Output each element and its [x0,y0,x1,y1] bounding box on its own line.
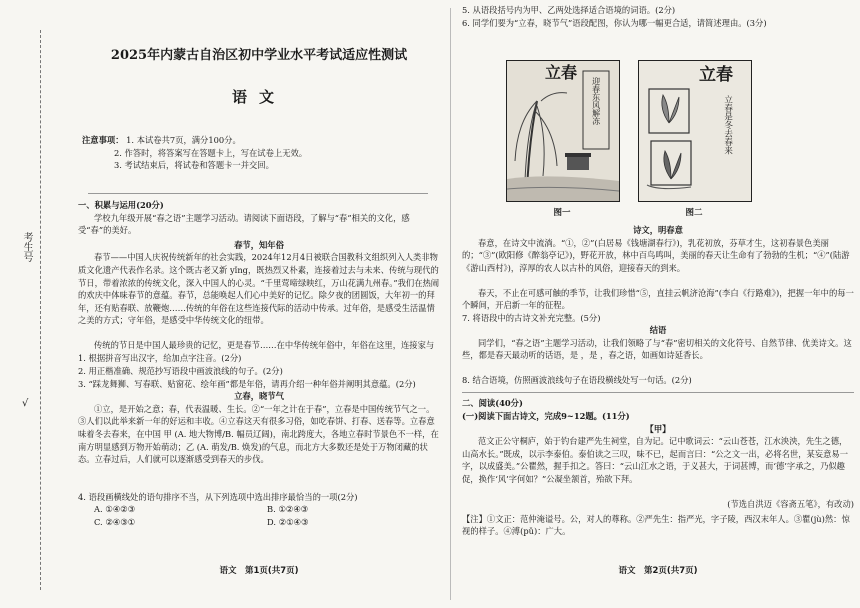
passage-title: 立春，晓节气 [234,391,284,402]
option-d: D. ②①④③ [267,516,309,527]
section-heading: 二、阅读(40分) [462,398,523,409]
section-heading: 一、积累与运用(20分) [78,200,164,210]
option-b: B. ①②④③ [267,504,309,515]
passage-paragraph: 春天，不止在可感可触的季节，让我们珍惜“⑤，直挂云帆济沧海”(李白《行路难》)，把握一年中的每一个瞬间，开启新一年的征程。 [462,287,854,311]
notice-head: 注意事项： [82,135,124,145]
page-divider [450,8,451,600]
annotation: 【注】①文正：范仲淹谥号。公，对人的尊称。②严先生：指严光，字子陵，西汉末年人。③瞿(jù)然：惊视的样子。④溥(pǔ)：广大。 [462,513,850,537]
flower-illustration [639,61,751,201]
exam-title: 2025年内蒙古自治区初中学业水平考试适应性测试 [110,48,408,63]
passage-paragraph: ①立，是开始之意；春，代表温暖、生长。②“一年之计在于春”，立春是中国传统节气之一。③人们以此举来新一年的好运和丰收。④立春这天有很多习俗，如吃春饼、打春、送春等。立春意味着冬去春来，在中国 甲 (A. 地大物博/B. 幅员辽阔)，南北跨度大，各地立春时节景色不一样，在南方明显感到万物开始萌动；乙 (A. 萌发/B. 焕发)的气息，而北方大多数还是处于万物闭藏的状态。立春过后，人们就可以逐渐感受到春天的步伐。 [78,403,439,465]
page-1 [78,0,440,608]
question-5: 5. 从语段括号内为甲、乙两处选择适合语境的词语。(2分) [462,5,676,15]
conclusion-paragraph: 同学们，“春之语”主题学习活动，让我们领略了与“春”密切相关的文化符号、自然节律、优美诗文。这些，都是春天最动听的话语，是 ，是 ，春之语，如画如诗延香长。 [462,337,852,361]
notice-item: 3. 考试结束后，将试卷和答题卡一并交回。 [114,160,274,171]
notice-item: 1. 本试卷共7页，满分100分。 [126,135,241,145]
subject-title: 语文 [231,88,286,106]
conclusion-title: 结语 [649,325,667,336]
text-marker: 【甲】 [645,423,671,434]
notice-block [82,134,438,172]
passage-paragraph: 春节——中国人庆祝传统新年的社会实践，2024年12月4日被联合国教科文组织列入人类非物质文化遗产代表作名录。这个既古老又新 yǐng，既热烈又朴素，连接着过去与未来、传统与现代的节日，带着浓浓的传统文化，深入中国人的心灵。“千里莺啼绿映红，万山花满九州春。”我们在热闹的欢庆中体味春节的意蕴。春节，总能唤起人们心中美好的记忆。除夕夜的团圆饭，大年初一的拜年，还有贴春联、放鞭炮……传统的年俗在这些连接代际的活动中传承。过年俗，是感受生活温情之美的方式；守年俗，是感受中华传统文化的纽带。 [78,252,440,326]
option-a: A. ①④②③ [94,504,136,515]
subsection-heading: (一)阅读下面古诗文，完成9~12题。(11分) [462,410,630,421]
binding-line [40,30,41,590]
question-7: 7. 将语段中的古诗文补充完整。(5分) [462,312,601,323]
figure-2-caption: 立春是冬去春来 [722,95,733,155]
source-note: (节选自洪迈《容斋五笔》，有改动) [727,499,854,510]
binding-mark: √ [22,398,29,409]
option-c: C. ②④③① [94,516,136,527]
figure-1-caption: 迎春东风解冻 [591,77,601,125]
question-4: 4. 语段画横线处的语句排序不当，从下列选项中选出排序最恰当的一项(2分) [78,491,358,502]
classical-text: 范文正公守桐庐，始于钓台建严先生祠堂，自为记。记中歌词云：“云山苍苍，江水泱泱，先生之德，山高水长。”既成，以示李泰伯。泰伯读之三叹，味不已，起而言曰：“公之文一出，必将名世，某妄意易一字，以成盛美。”公瞿然，握手扣之。答曰：“云山江水之语，于义甚大，于词甚博，而‘德’字承之，乃似趣促，换作‘风’字何如？”公凝坐颔首，殆欲下拜。 [462,436,848,484]
page-footer: 语文 第2页(共7页) [618,566,698,576]
passage-title: 春节，知年俗 [234,239,284,250]
figure-1-image [506,60,620,202]
question-6: 6. 同学们要为“立春，晓节气”语段配图，你认为哪一幅更合适，请简述理由。(3分) [462,17,767,28]
question-3: 3. “踩龙舞狮、写春联、贴窗花、绘年画”都是年俗，请再介绍一种年俗并阐明其意蕴。(2分) [78,378,416,389]
figure-2-label: 图二 [685,208,703,218]
questions-5-6 [462,4,854,29]
page-2 [462,0,854,608]
passage-paragraph: 春意，在诗文中流淌。“①，②”(白居易《钱塘湖春行》)，乳花初放，芬草才生，这初春景色美丽的；“③”(欧阳修《醉翁亭记》)，野花开放，林中百鸟鸣叫，美丽的春天让生命有了勃勃的生机；“④”(陆游《游山西村》)，淳厚的农人以古朴的风俗，迎接春天的到来。 [462,237,850,273]
section-1 [78,199,440,529]
exam-number-label: 考生号 [21,232,32,262]
figure-2-image [638,60,752,202]
intro-paragraph: 学校九年级开展“春之语”主题学习活动。请阅读下面语段，了解与“春”相关的文化，感受“春”的美好。 [78,212,410,236]
divider-line [462,392,854,393]
figure-1-title: 立春 [545,63,578,82]
figure-1-label: 图一 [553,208,571,218]
willow-illustration [507,61,619,201]
binding-margin [0,0,74,608]
poetry-section [462,224,854,538]
question-1: 1. 根据拼音写出汉字，给加点字注音。(2分) [78,353,242,364]
options [78,503,440,528]
question-8: 8. 结合语境，仿照画波浪线句子在语段横线处写一句话。(2分) [462,374,692,385]
divider-line [88,193,428,194]
passage-title: 诗文，明春意 [633,225,683,235]
page-footer: 语文 第1页(共7页) [219,566,299,576]
question-2: 2. 用正楷准确、规范抄写语段中画波浪线的句子。(2分) [78,365,283,376]
figure-2-title: 立春 [699,65,733,85]
figures [506,60,806,218]
passage-paragraph: 传统的节日是中国人最珍贵的记忆，更是春节……在中华传统年俗中，年俗在这里，连接家与 [94,340,435,351]
notice-item: 2. 作答时，将答案写在答题卡上，写在试卷上无效。 [114,147,308,158]
